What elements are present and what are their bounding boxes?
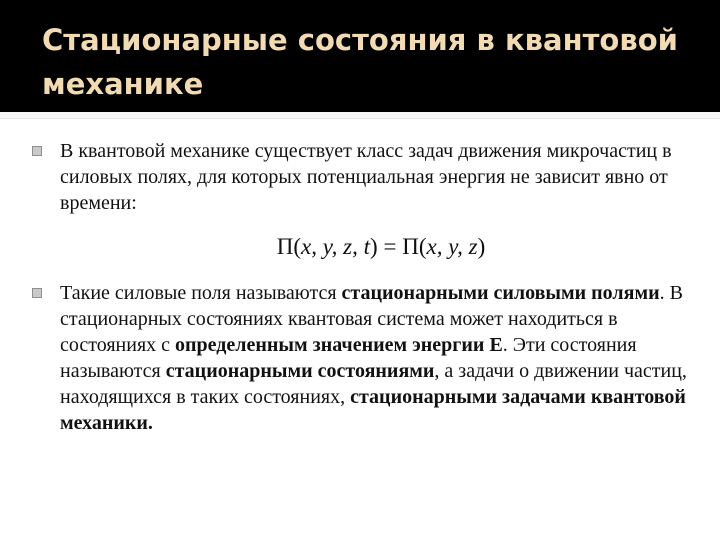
slide-body bbox=[32, 138, 692, 436]
square-bullet-icon bbox=[32, 146, 42, 156]
title-divider bbox=[0, 112, 720, 119]
bullet-item-1 bbox=[32, 138, 692, 216]
bullet2-text-1: Такие силовые поля называются bbox=[60, 282, 342, 304]
bullet2-bold-4: стационарными состояниями bbox=[165, 360, 435, 382]
slide-title: Стационарные состояния в квантовой механике bbox=[42, 23, 678, 101]
bullet2-text-2: . В стационарных состояниях квантовая система может находиться в состояниях с bbox=[60, 282, 683, 356]
bullet2-bold-5: стационарными задачами квантовой механики. bbox=[60, 386, 686, 434]
formula: Π(x, y, z, t) = Π(x, y, z) bbox=[276, 234, 486, 259]
bullet2-text-4: . Эти состояния называются bbox=[60, 334, 637, 382]
bullet-text-1: В квантовой механике существует класс задач движения микрочастиц в силовых полях, для которых потенциальная энергия не зависит явно от времени: bbox=[60, 140, 672, 214]
title-bar bbox=[0, 0, 720, 112]
formula-pi-rhs: Π bbox=[402, 234, 419, 259]
formula-rhs-vars: x, y, z bbox=[426, 234, 478, 259]
bullet2-bold-1: стационарными силовыми полями bbox=[341, 282, 660, 304]
bullet2-text-5: , а задачи о движении частиц, находящихся в таких состояниях, bbox=[60, 360, 687, 408]
bullet2-bold-3: E bbox=[489, 334, 503, 356]
bullet2-bold-2: определенным значением энергии bbox=[175, 334, 485, 356]
formula-equals: = bbox=[383, 234, 397, 259]
square-bullet-icon bbox=[32, 288, 42, 298]
bullet-item-2 bbox=[32, 280, 692, 436]
formula-lhs-vars: x, y, z, t bbox=[301, 234, 371, 259]
formula-pi-lhs: Π bbox=[276, 234, 294, 259]
